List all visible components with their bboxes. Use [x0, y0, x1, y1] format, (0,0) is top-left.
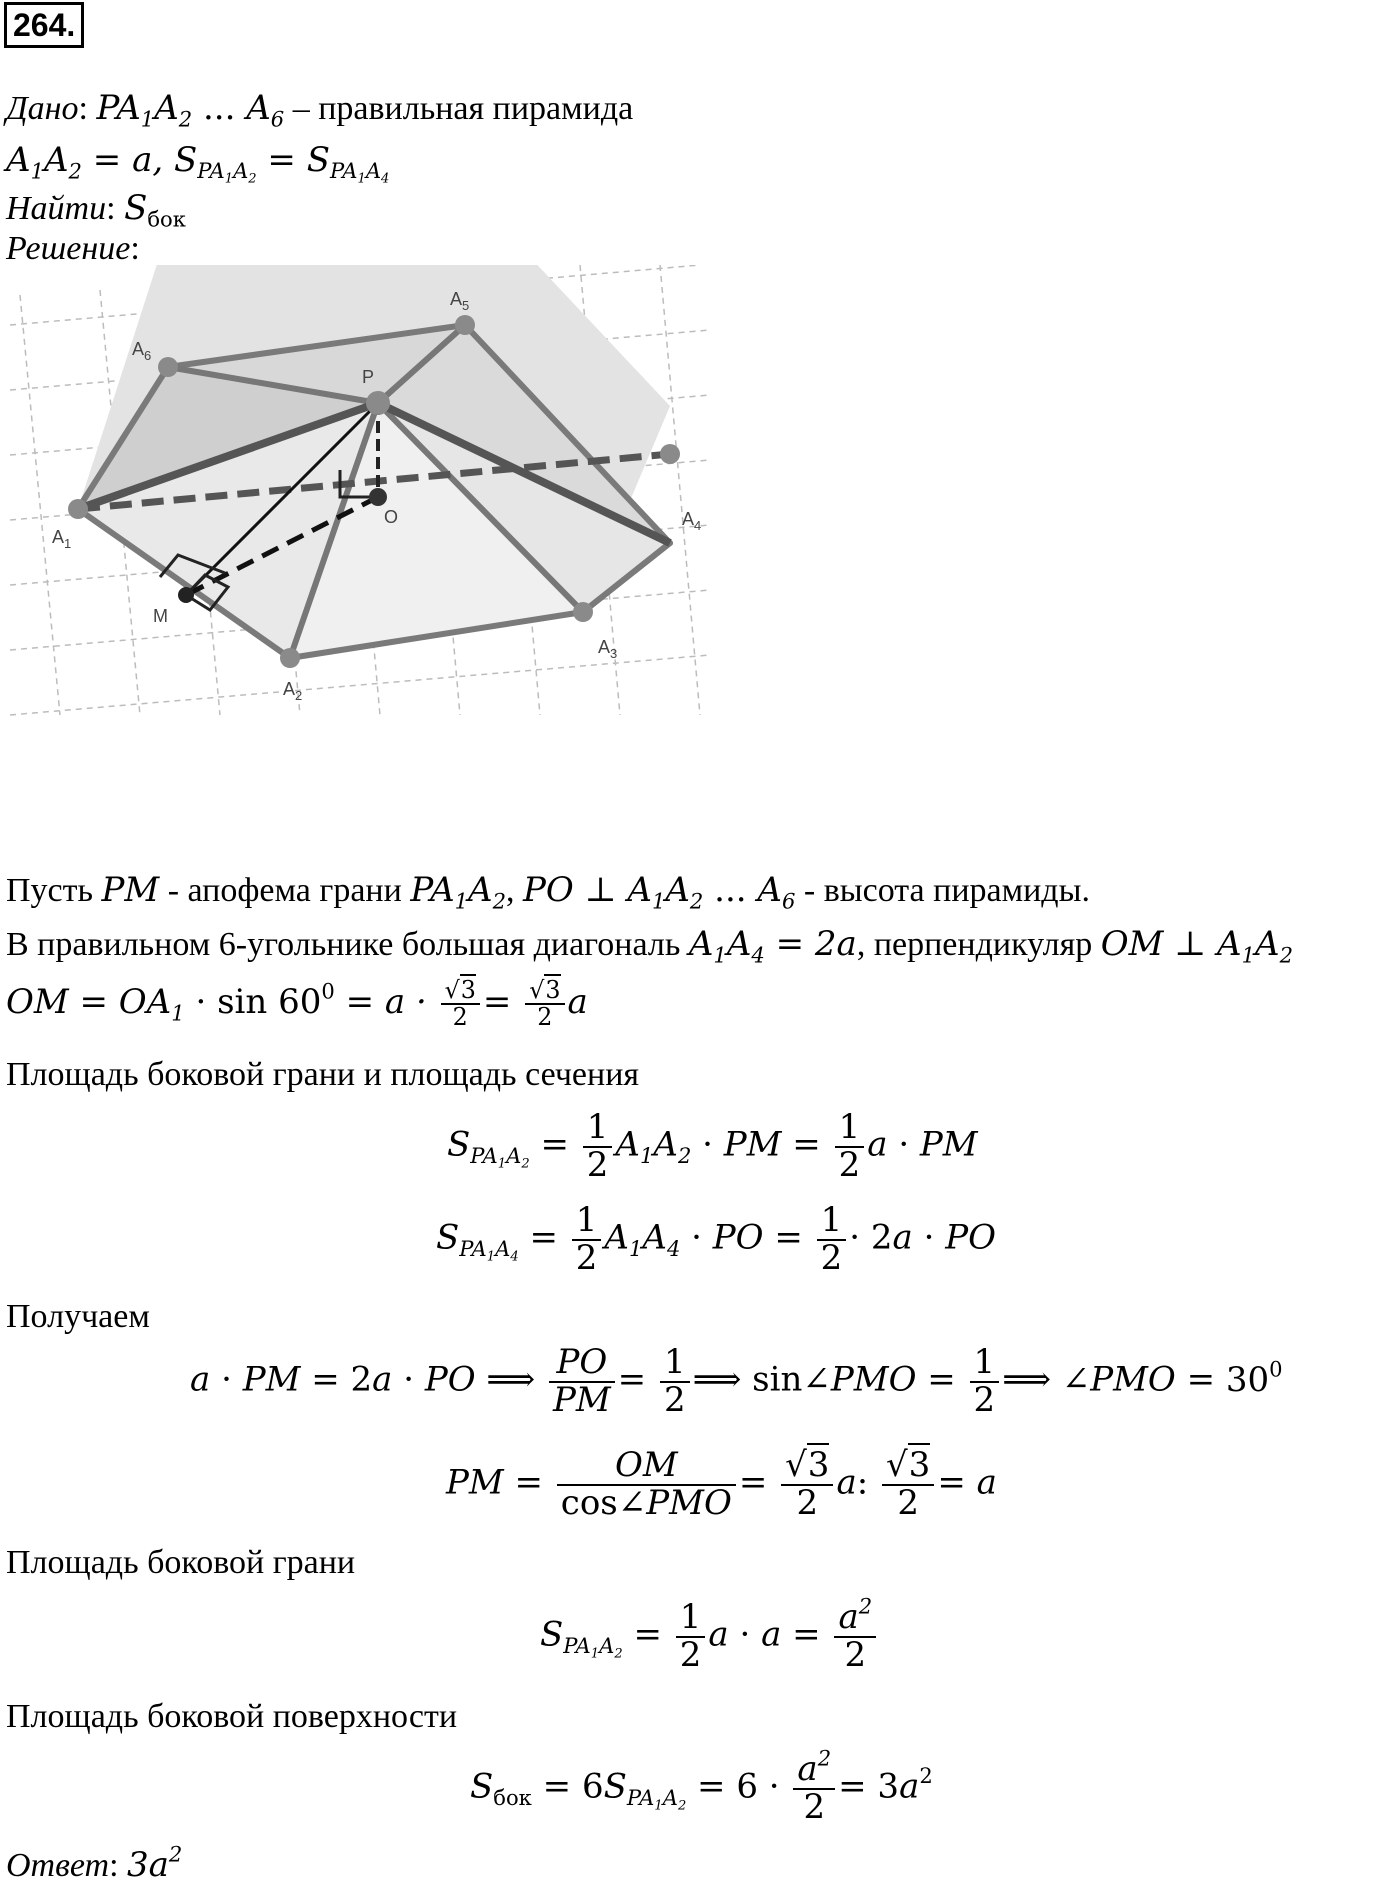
- text-line-7: Площадь боковой поверхности: [6, 1698, 458, 1735]
- label-a1: $A_1$: [52, 527, 72, 551]
- text-line-6: Площадь боковой грани: [6, 1544, 356, 1581]
- given-condition: $A_1A_2 = a$, $S_{PA_1A_2} = S_{PA_1A_4}$: [6, 140, 390, 187]
- label-a5: $A_5$: [450, 289, 470, 313]
- formula-angle: a · PM = 2a · PO ⟹ $\frac{PO}{PM}$ = $\frac{1}{2}$ ⟹ sin∠PMO = $\frac{1}{2}$ ⟹ ∠PMO = $30^0$: [190, 1342, 1283, 1420]
- label-p: P: [362, 367, 375, 387]
- text-line-2: В правильном 6-угольнике большая диагональ $A_1A_4 = 2a$, перпендикуляр OM ⊥ $A_1A_2$: [6, 924, 1293, 968]
- find-line: Найти: $S_{бок}$: [6, 188, 186, 232]
- given-pyramid: $PA_1A_2$ ... $A_6$: [96, 88, 285, 132]
- label-a6: $A_6$: [132, 339, 152, 363]
- problem-number-text: 264.: [13, 7, 76, 43]
- text-line-5: Получаем: [6, 1298, 150, 1335]
- formula-face-area: $S_{PA_1A_2}$ = $\frac{1}{2}$ $A_1A_2$ · PM = $\frac{1}{2}$ a · PM: [447, 1107, 978, 1185]
- answer-line: Ответ: $3a^2$: [6, 1841, 183, 1885]
- label-a2: $A_2$: [283, 679, 303, 703]
- formula-section-area: $S_{PA_1A_4}$ = $\frac{1}{2}$ $A_1A_4$ · PO = $\frac{1}{2}$ · 2a · PO: [436, 1200, 996, 1278]
- formula-lateral: $S_{бок} = 6S_{PA_1A_2} = 6$ · $\frac{a^2}{2}$ = $3a^2$: [470, 1745, 933, 1827]
- label-a3: $A_3$: [598, 637, 618, 661]
- label-a4: $A_4$: [682, 509, 702, 533]
- formula-face-final: $S_{PA_1A_2}$ = $\frac{1}{2}$ a · a = $\frac{a^2}{2}$: [540, 1600, 879, 1673]
- formula-apothem: PM = $\frac{OM}{\text{cos∠PMO}}$ = $\frac{√3}{2}$ a: $\frac{√3}{2}$ = a: [446, 1445, 997, 1523]
- given-line: Дано: $PA_1A_2$ ... $A_6$ – правильная пирамида: [6, 88, 634, 132]
- given-label: Дано: [6, 90, 79, 127]
- pyramid-figure: [0, 265, 720, 720]
- answer-value: 3a: [127, 1845, 169, 1885]
- given-text: – правильная пирамида: [284, 90, 634, 127]
- text-line-3: OM = $OA_1 \cdot \sin 60^0 = a$ · $\frac{√3}{2}$ = $\frac{√3}{2}$ a: [6, 976, 588, 1031]
- find-label: Найти: [6, 190, 107, 227]
- label-m: M: [153, 606, 168, 626]
- problem-number: [4, 2, 84, 48]
- text-line-4: Площадь боковой грани и площадь сечения: [6, 1056, 640, 1093]
- answer-label: Ответ: [6, 1847, 110, 1884]
- label-o: O: [384, 507, 399, 527]
- solution-label: Решение:: [6, 230, 140, 267]
- text-line-1: Пусть PM - апофема грани $PA_1A_2$, PO ⊥ $A_1A_2$ ... $A_6$ - высота пирамиды.: [6, 870, 1090, 914]
